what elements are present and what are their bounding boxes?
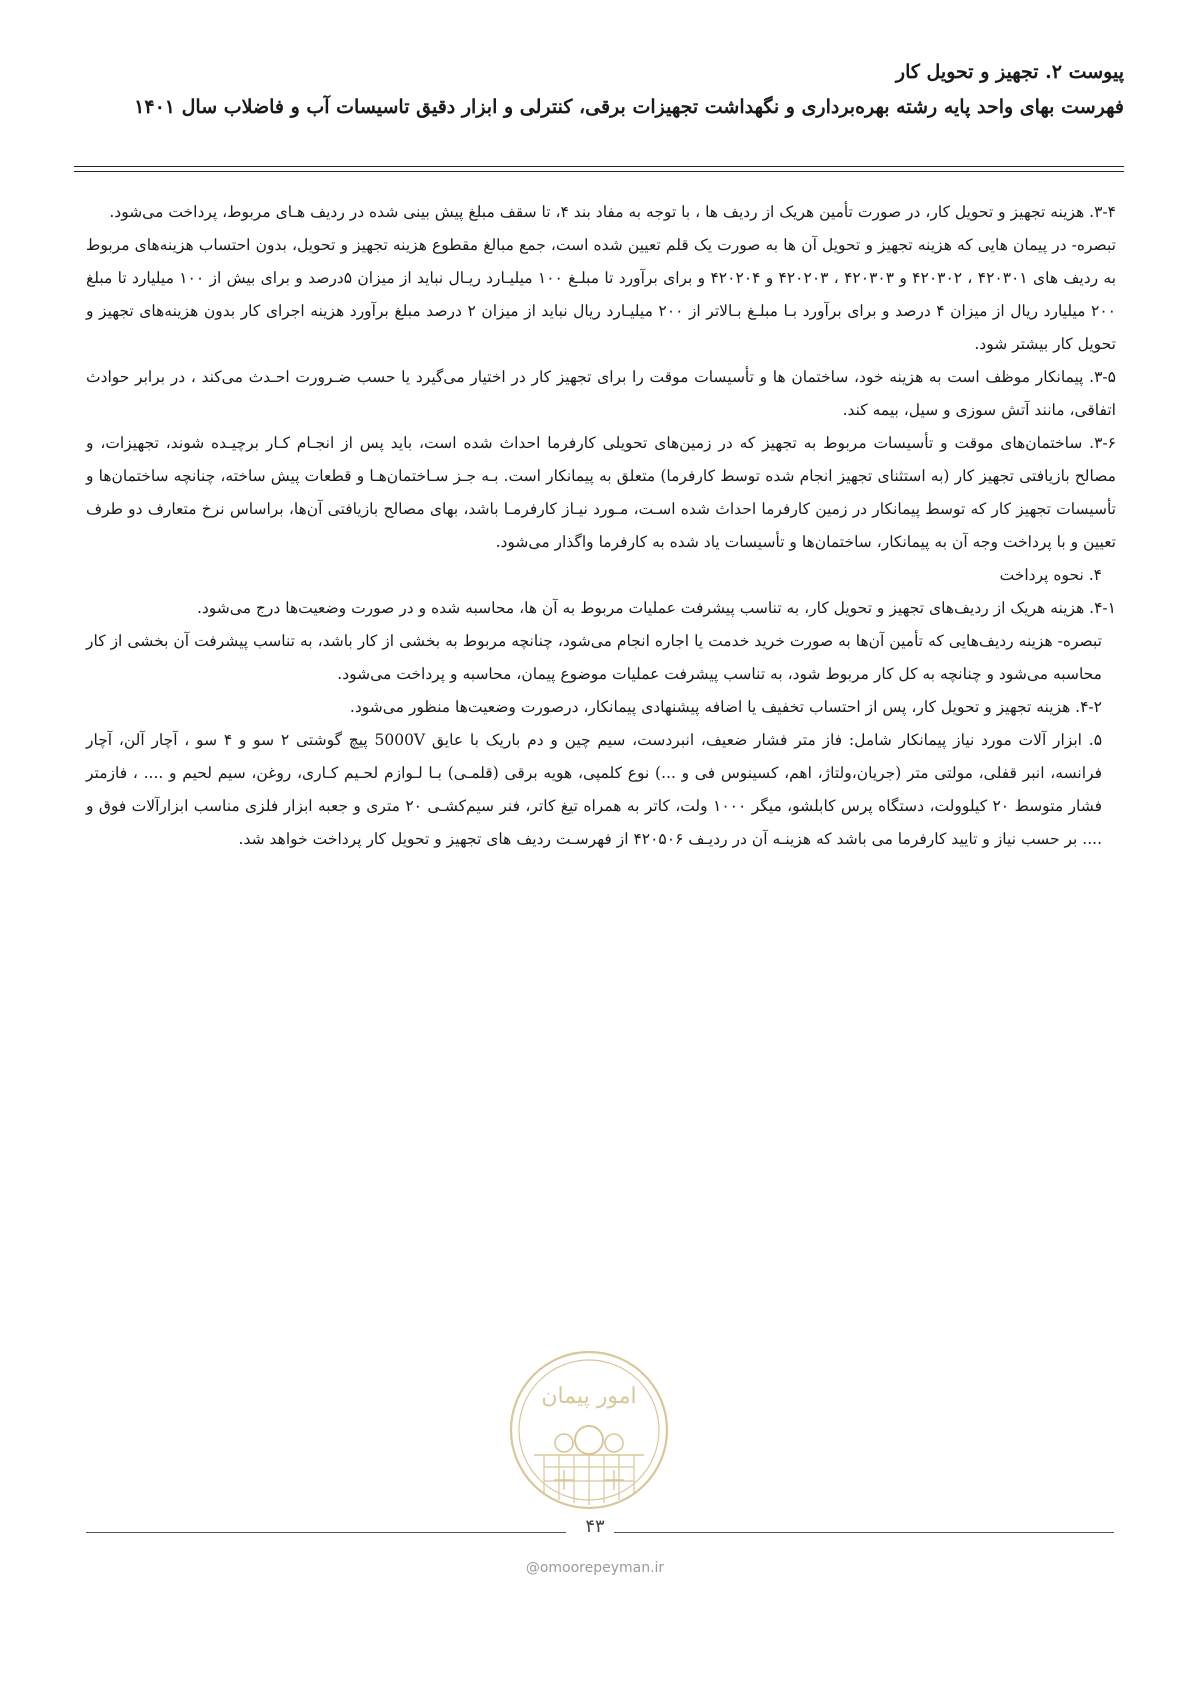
- paragraph-note-2: تبصره- هزینه ردیف‌هایی که تأمین آن‌ها به صورت خرید خدمت یا اجاره انجام می‌شود، چنانچه مربوط به بخشی از کار باشد، به تناسب پیشرفت آن بخشی از کار محاسبه می‌شود و چنانچه به کل کار مربوط شود، به تناسب پیشرفت عملیات موضوع پیمان، محاسبه و پرداخت می‌شود.: [86, 632, 1102, 683]
- omoore-peyman-seal-watermark: [504, 1345, 674, 1515]
- paragraph-3-4: ۳-۴. هزینه تجهیز و تحویل کار، در صورت تأمین هریک از ردیف ها ، با توجه به مفاد بند ۴، تا سقف مبلغ پیش بینی شده در ردیف هـای مربوط، پرداخت می‌شود.: [109, 203, 1116, 221]
- footer-divider-right: [614, 1532, 1114, 1533]
- paragraph-note-1: تبصره- در پیمان هایی که هزینه تجهیز و تحویل آن ها به صورت یک قلم تعیین شده است، جمع مبالغ مقطوع هزینه تجهیز و تحویل، بدون احتساب هزینه‌های مربوط به ردیف های ۴۲۰۳۰۱ ، ۴۲۰۳۰۲ و ۴۲۰۳۰۳ ، ۴۲۰۲۰۳ و ۴۲۰۲۰۴ و برای برآورد تا مبلـغ ۱۰۰ میلیـارد ریـال نباید از میزان ۵درصد و برای بیش از ۱۰۰ میلیارد تا مبلغ ۲۰۰ میلیارد ریال از میزان ۴ درصد و برای برآورد بـا مبلـغ بـالاتر از ۲۰۰ میلیـارد ریال نباید از میزان ۲ درصد مبلغ برآورد هزینه اجرای کار بدون هزینه‌های تجهیز و تحویل کار بیشتر شود.: [86, 236, 1117, 353]
- seal-lettering: امور پیمان: [541, 1384, 637, 1409]
- paragraph-5-tools: ۵. ابزار آلات مورد نیاز پیمانکار شامل: فاز متر فشار ضعیف، انبردست، سیم چین و دم باریک با عایق 5000V پیچ گوشتی ۲ سو و ۴ سو ، آچار آلن، آچار فرانسه، انبر قفلی، مولتی متر (جریان،ولتاژ، اهم، کسینوس فی و ...) نوع کلمپی، هویه برقی (قلمـی) بـا لـوازم لحـیم کـاری، روغن، سیم لحیم و .... ، فازمتر فشار متوسط ۲۰ کیلوولت، دستگاه پرس کابلشو، میگر ۱۰۰۰ ولت، کاتر به همراه تیغ کاتر، فنر سیم‌کشـی ۲۰ متری و جعبه ابزار فلزی مناسب ابزارآلات فوق و .... بر حسب نیاز و تایید کارفرما می باشد که هزینـه آن در ردیـف ۴۲۰۵۰۶ از فهرسـت ردیف های تجهیز و تحویل کار پرداخت خواهد شد.: [86, 731, 1103, 848]
- section-heading-payment: ۴. نحوه پرداخت: [999, 566, 1102, 584]
- paragraph-3-5: ۳-۵. پیمانکار موظف است به هزینه خود، ساختمان ها و تأسیسات موقت را برای تجهیز کار در اختیار می‌گیرد یا حسب ضـرورت احـدث می‌کند ، در برابر حوادث اتفاقی، مانند آتش سوزی و سیل، بیمه کند.: [86, 368, 1116, 419]
- header-title: پیوست ۲. تجهیز و تحویل کار: [895, 61, 1124, 83]
- footer-divider-left: [86, 1532, 566, 1533]
- header-subtitle: فهرست بهای واحد پایه رشته بهره‌برداری و نگهداشت تجهیزات برقی، کنترلی و ابزار دقیق تاسیسات آب و فاضلاب سال ۱۴۰۱: [134, 96, 1124, 118]
- paragraph-3-6: ۳-۶. ساختمان‌های موقت و تأسیسات مربوط به تجهیز که در زمین‌های تحویلی کارفرما احداث شده است، باید پس از انجـام کـار برچیـده شوند، تجهیزات، و مصالح بازیافتی تجهیز کار (به استثنای تجهیز انجام شده توسط کارفرما) متعلق به پیمانکار است. بـه جـز سـاختمان‌هـا و قطعات پیش ساخته، چنانچه ساختمان‌ها و تأسیسات تجهیز کار که توسط پیمانکار در زمین کارفرما احداث شده اسـت، مـورد نیـاز کارفرمـا باشد، بهای مصالح بازیافتی آن‌ها، براساس نرخ متعارف دو طرف تعیین و با پرداخت وجه آن به پیمانکار، ساختمان‌ها و تأسیسات یاد شده به کارفرما واگذار می‌شود.: [86, 434, 1116, 551]
- page-number: ۴۳: [585, 1516, 605, 1537]
- paragraph-4-2: ۴-۲. هزینه تجهیز و تحویل کار، پس از احتساب تخفیف یا اضافه پیشنهادی پیمانکار، درصورت وضعیت‌ها منظور می‌شود.: [349, 698, 1102, 716]
- document-body: [86, 196, 1116, 856]
- paragraph-4-1: ۴-۱. هزینه هریک از ردیف‌های تجهیز و تحویل کار، به تناسب پیشرفت عملیات مربوط به آن ها، محاسبه شده و در صورت وضعیت‌ها درج می‌شود.: [196, 599, 1116, 617]
- footer-website: @omoorepeyman.ir: [525, 1560, 665, 1576]
- header-divider-bottom: [74, 171, 1124, 172]
- header-divider-top: [74, 166, 1124, 167]
- page-header: [74, 58, 1124, 124]
